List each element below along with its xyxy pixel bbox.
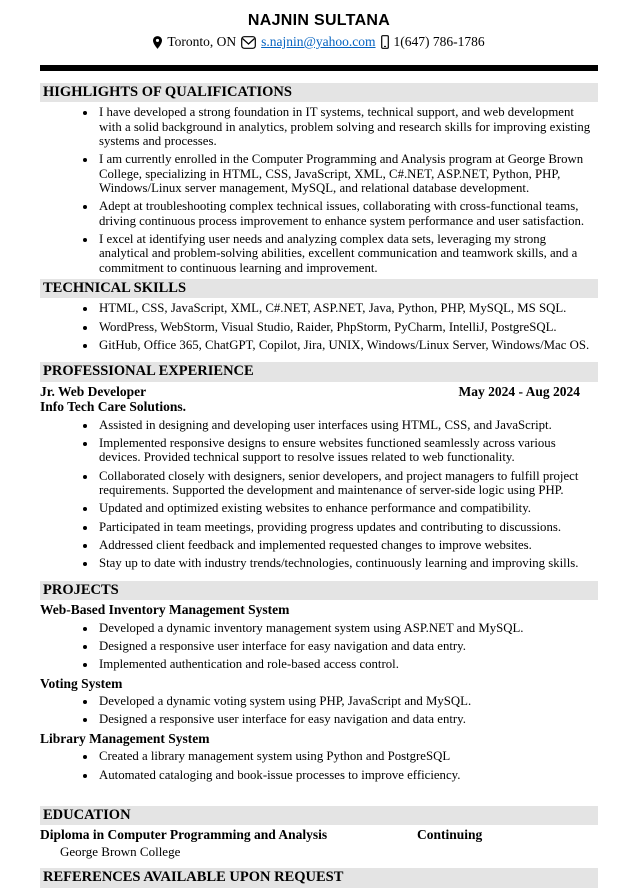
section-title-projects: PROJECTS xyxy=(40,581,598,600)
bullet-item: • GitHub, Office 365, ChatGPT, Copilot, Jira, UNIX, Windows/Linux Server, Windows/Mac OS. xyxy=(97,338,598,352)
school-name: George Brown College xyxy=(60,843,181,859)
section-title-references: REFERENCES AVAILABLE UPON REQUEST xyxy=(40,868,598,887)
section-title-experience: PROFESSIONAL EXPERIENCE xyxy=(40,362,598,381)
bullet-item: • Assisted in designing and developing user interfaces using HTML, CSS, and JavaScript. xyxy=(97,418,598,432)
degree-name: Diploma in Computer Programming and Analysis xyxy=(40,827,328,843)
project-name: Web-Based Inventory Management System xyxy=(40,602,290,618)
job-header-row xyxy=(40,384,598,400)
mobile-phone-icon xyxy=(381,35,389,49)
bullet-item: • Designed a responsive user interface for easy navigation and data entry. xyxy=(97,712,598,726)
contact-line xyxy=(40,34,598,50)
project-name: Voting System xyxy=(40,675,123,691)
education-status: Continuing xyxy=(417,827,483,843)
bullet-item: • I am currently enrolled in the Computer Programming and Analysis program at George Brown College, specializing in HTML, CSS, JavaScript, XML, C#.NET, ASP.NET, Python, PHP, Windows/Linux server management, MySQL, and relational database development. xyxy=(97,152,598,195)
bullet-item: • WordPress, WebStorm, Visual Studio, Raider, PhpStorm, PyCharm, IntelliJ, PostgreSQL. xyxy=(97,320,598,334)
education-row xyxy=(40,827,598,843)
email-link[interactable]: s.najnin@yahoo.com xyxy=(261,34,376,49)
project-list xyxy=(40,749,598,782)
location-text: Toronto, ON xyxy=(167,34,237,49)
bullet-item: • Adept at troubleshooting complex technical issues, collaborating with cross-functional teams, driving continuous process improvement to enhance system performance and user satisfaction. xyxy=(97,199,598,228)
experience-list xyxy=(40,418,598,571)
location-pin-icon xyxy=(153,36,162,49)
project-list xyxy=(40,694,598,727)
bullet-item: • Developed a dynamic inventory management system using ASP.NET and MySQL. xyxy=(97,621,598,635)
bullet-item: • Stay up to date with industry trends/technologies, continuously learning and improving skills. xyxy=(97,556,598,570)
bullet-item: • Implemented authentication and role-based access control. xyxy=(97,657,598,671)
bullet-item: • I have developed a strong foundation in IT systems, technical support, and web development with a solid background in analytics, problem solving and research skills for improving existing systems and processes. xyxy=(97,105,598,148)
bullet-item: • HTML, CSS, JavaScript, XML, C#.NET, ASP.NET, Java, Python, PHP, MySQL, MS SQL. xyxy=(97,301,598,315)
section-title-education: EDUCATION xyxy=(40,806,598,825)
bullet-item: • Collaborated closely with designers, senior developers, and project managers to fulfill project requirements. Supported the development and maintenance of server-side logic using PHP. xyxy=(97,469,598,498)
bullet-item: • Automated cataloging and book-issue processes to improve efficiency. xyxy=(97,768,598,782)
candidate-name: NAJNIN SULTANA xyxy=(247,12,391,29)
job-dates: May 2024 - Aug 2024 xyxy=(458,383,580,399)
envelope-icon xyxy=(241,36,256,49)
section-title-skills: TECHNICAL SKILLS xyxy=(40,279,598,298)
phone-text: 1(647) 786-1786 xyxy=(393,34,485,49)
project-name: Library Management System xyxy=(40,730,210,746)
bullet-item: • I excel at identifying user needs and analyzing complex data sets, leveraging my strong analytical and problem-solving abilities, excellent communication and teamwork skills, and a commitment to continuous learning and improvement. xyxy=(97,232,598,275)
company-name: Info Tech Care Solutions. xyxy=(40,399,187,415)
divider-rule xyxy=(40,65,598,71)
bullet-item: • Participated in team meetings, providing progress updates and contributing to discussions. xyxy=(97,520,598,534)
skills-list xyxy=(40,301,598,352)
job-title: Jr. Web Developer xyxy=(40,383,147,399)
bullet-item: • Created a library management system using Python and PostgreSQL xyxy=(97,749,598,763)
bullet-item: • Addressed client feedback and implemented requested changes to improve websites. xyxy=(97,538,598,552)
project-list xyxy=(40,621,598,672)
section-title-qualifications: HIGHLIGHTS OF QUALIFICATIONS xyxy=(40,83,598,102)
qualifications-list xyxy=(40,105,598,275)
bullet-item: • Designed a responsive user interface for easy navigation and data entry. xyxy=(97,639,598,653)
bullet-item: • Implemented responsive designs to ensure websites functioned seamlessly across various devices. Provided technical support to resolve issues related to web functionality. xyxy=(97,436,598,465)
bullet-item: • Updated and optimized existing websites to enhance performance and compatibility. xyxy=(97,501,598,515)
bullet-item: • Developed a dynamic voting system using PHP, JavaScript and MySQL. xyxy=(97,694,598,708)
